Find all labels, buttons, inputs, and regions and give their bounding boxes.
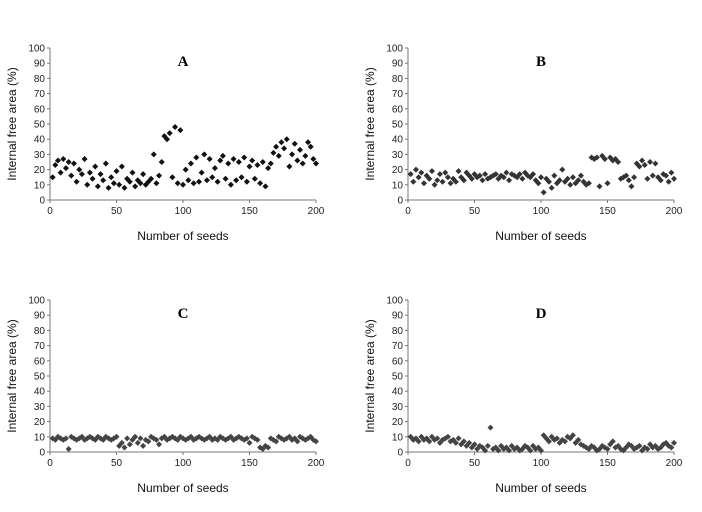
- x-tick-label: 200: [665, 458, 683, 469]
- y-tick-label: 0: [39, 195, 45, 207]
- data-point: [233, 177, 239, 183]
- y-tick-label: 40: [33, 134, 45, 146]
- y-axis-title: Internal free area (%): [5, 319, 19, 433]
- data-point: [671, 176, 677, 182]
- data-point: [413, 167, 419, 173]
- data-point: [281, 145, 287, 151]
- data-point: [66, 446, 72, 452]
- data-point: [628, 183, 634, 189]
- data-point: [108, 174, 114, 180]
- data-point: [408, 171, 414, 177]
- x-tick-label: 200: [307, 458, 325, 469]
- data-point: [631, 174, 637, 180]
- data-point: [559, 167, 565, 173]
- x-tick-label: 0: [405, 458, 411, 469]
- data-point: [175, 180, 181, 186]
- data-point: [650, 173, 656, 179]
- data-point: [597, 183, 603, 189]
- data-point: [100, 177, 106, 183]
- y-tick-label: 90: [391, 58, 403, 70]
- data-point: [79, 171, 85, 177]
- data-point: [239, 174, 245, 180]
- data-point: [217, 157, 223, 163]
- data-point: [159, 159, 165, 165]
- y-tick-label: 90: [391, 310, 403, 322]
- x-tick-label: 0: [47, 458, 53, 469]
- data-point: [639, 157, 645, 163]
- y-tick-label: 0: [39, 447, 45, 459]
- data-point: [308, 144, 314, 150]
- data-point: [106, 185, 112, 191]
- panel-d: [363, 296, 683, 496]
- data-point: [58, 170, 64, 176]
- y-tick-label: 0: [397, 195, 403, 207]
- data-point: [276, 153, 282, 159]
- data-point: [183, 167, 189, 173]
- data-point: [410, 179, 416, 185]
- y-tick-label: 20: [33, 165, 45, 177]
- y-tick-label: 50: [33, 119, 45, 131]
- data-point: [270, 150, 276, 156]
- panel-a: [5, 44, 325, 244]
- data-point: [487, 425, 493, 431]
- data-point: [172, 124, 178, 130]
- data-point: [185, 177, 191, 183]
- y-tick-label: 10: [391, 432, 403, 444]
- y-tick-label: 70: [33, 341, 45, 353]
- data-point: [151, 151, 157, 157]
- x-tick-label: 200: [665, 206, 683, 217]
- data-point: [140, 171, 146, 177]
- y-tick-label: 70: [391, 89, 403, 101]
- x-axis-title: Number of seeds: [495, 229, 587, 243]
- data-point: [55, 157, 61, 163]
- y-tick-label: 90: [33, 310, 45, 322]
- data-point: [169, 174, 175, 180]
- data-point: [644, 176, 650, 182]
- data-point: [249, 157, 255, 163]
- data-point: [286, 164, 292, 170]
- data-point: [538, 174, 544, 180]
- data-point: [247, 164, 253, 170]
- data-point: [84, 182, 90, 188]
- data-point: [268, 161, 274, 167]
- panel-b: [363, 44, 683, 244]
- y-tick-label: 100: [386, 43, 403, 55]
- data-point: [647, 159, 653, 165]
- x-tick-label: 200: [307, 206, 325, 217]
- y-tick-label: 10: [391, 180, 403, 192]
- data-point: [135, 440, 141, 446]
- data-point: [236, 159, 242, 165]
- y-tick-label: 10: [33, 180, 45, 192]
- data-point: [273, 144, 279, 150]
- panel-letter: B: [535, 54, 547, 70]
- y-tick-label: 100: [28, 295, 45, 307]
- data-point: [252, 176, 258, 182]
- data-point: [156, 173, 162, 179]
- x-tick-label: 50: [110, 458, 123, 469]
- data-point: [207, 156, 213, 162]
- y-tick-label: 60: [391, 356, 403, 368]
- y-tick-label: 100: [28, 43, 45, 55]
- x-tick-label: 150: [599, 206, 616, 217]
- data-point: [448, 180, 454, 186]
- x-tick-label: 150: [599, 458, 616, 469]
- y-tick-label: 80: [391, 325, 403, 337]
- data-point: [257, 180, 263, 186]
- data-point: [421, 180, 427, 186]
- x-tick-label: 50: [468, 206, 481, 217]
- data-point: [570, 174, 576, 180]
- y-tick-label: 50: [391, 371, 403, 383]
- data-point: [63, 165, 69, 171]
- data-point: [90, 176, 96, 182]
- data-point: [167, 130, 173, 136]
- data-point: [265, 165, 271, 171]
- data-point: [578, 173, 584, 179]
- data-point: [254, 162, 260, 168]
- data-point: [241, 154, 247, 160]
- x-tick-label: 0: [47, 206, 53, 217]
- data-point: [482, 171, 488, 177]
- data-point: [668, 170, 674, 176]
- y-tick-label: 80: [33, 325, 45, 337]
- y-tick-label: 10: [33, 432, 45, 444]
- data-point: [193, 154, 199, 160]
- data-point: [121, 444, 127, 450]
- data-point: [156, 441, 162, 447]
- data-point: [116, 182, 122, 188]
- data-point: [121, 185, 127, 191]
- data-point: [262, 183, 268, 189]
- data-point: [626, 177, 632, 183]
- data-point: [456, 168, 462, 174]
- data-point: [289, 151, 295, 157]
- y-tick-label: 30: [33, 401, 45, 413]
- data-point: [416, 174, 422, 180]
- data-point: [199, 170, 205, 176]
- data-point: [137, 435, 143, 441]
- panel-c: [5, 296, 325, 496]
- y-axis-title: Internal free area (%): [363, 67, 377, 181]
- data-point: [247, 440, 253, 446]
- data-point: [551, 173, 557, 179]
- data-point: [196, 179, 202, 185]
- data-point: [302, 153, 308, 159]
- x-tick-label: 0: [405, 206, 411, 217]
- y-axis-title: Internal free area (%): [5, 67, 19, 181]
- y-tick-label: 40: [33, 386, 45, 398]
- data-point: [305, 139, 311, 145]
- x-tick-label: 150: [241, 458, 258, 469]
- x-tick-label: 100: [174, 206, 192, 217]
- x-axis-title: Number of seeds: [495, 481, 587, 495]
- data-point: [114, 168, 120, 174]
- x-tick-label: 100: [174, 458, 192, 469]
- data-point: [132, 183, 138, 189]
- data-point: [220, 153, 226, 159]
- data-point: [119, 164, 125, 170]
- data-point: [519, 176, 525, 182]
- y-tick-label: 70: [33, 89, 45, 101]
- data-point: [437, 171, 443, 177]
- data-point: [50, 174, 56, 180]
- data-point: [60, 156, 66, 162]
- data-point: [52, 162, 58, 168]
- y-tick-label: 50: [33, 371, 45, 383]
- data-point: [74, 179, 80, 185]
- x-axis-title: Number of seeds: [137, 481, 229, 495]
- data-point: [292, 141, 298, 147]
- y-tick-label: 50: [391, 119, 403, 131]
- data-point: [95, 183, 101, 189]
- y-tick-label: 80: [391, 73, 403, 85]
- y-tick-label: 40: [391, 134, 403, 146]
- data-point: [313, 161, 319, 167]
- panel-letter: A: [177, 54, 189, 70]
- y-tick-label: 30: [391, 149, 403, 161]
- x-tick-label: 150: [241, 206, 258, 217]
- y-tick-label: 30: [391, 401, 403, 413]
- data-point: [434, 177, 440, 183]
- data-point: [180, 182, 186, 188]
- data-point: [177, 127, 183, 133]
- data-point: [567, 182, 573, 188]
- data-point: [418, 170, 424, 176]
- data-point: [127, 441, 133, 447]
- data-point: [432, 182, 438, 188]
- data-point: [228, 182, 234, 188]
- panel-letter: D: [535, 306, 547, 322]
- data-point: [223, 176, 229, 182]
- y-tick-label: 80: [33, 73, 45, 85]
- data-point: [652, 161, 658, 167]
- data-point: [124, 435, 130, 441]
- data-point: [666, 179, 672, 185]
- y-tick-label: 20: [391, 417, 403, 429]
- data-point: [82, 156, 88, 162]
- x-tick-label: 50: [468, 458, 481, 469]
- data-point: [278, 139, 284, 145]
- y-tick-label: 0: [397, 447, 403, 459]
- data-point: [442, 170, 448, 176]
- x-axis-title: Number of seeds: [137, 229, 229, 243]
- data-point: [541, 189, 547, 195]
- x-tick-label: 100: [532, 458, 550, 469]
- data-point: [671, 440, 677, 446]
- data-point: [66, 159, 72, 165]
- y-tick-label: 60: [391, 104, 403, 116]
- data-point: [191, 180, 197, 186]
- data-point: [479, 177, 485, 183]
- data-point: [225, 161, 231, 167]
- data-point: [92, 164, 98, 170]
- data-point: [642, 162, 648, 168]
- data-point: [98, 171, 104, 177]
- data-point: [153, 180, 159, 186]
- data-point: [140, 443, 146, 449]
- y-tick-label: 60: [33, 356, 45, 368]
- data-point: [209, 174, 215, 180]
- data-point: [506, 177, 512, 183]
- data-point: [129, 170, 135, 176]
- data-point: [76, 167, 82, 173]
- data-point: [294, 157, 300, 163]
- panel-letter: C: [177, 306, 189, 322]
- data-point: [297, 147, 303, 153]
- data-point: [204, 177, 210, 183]
- y-tick-label: 30: [33, 149, 45, 161]
- data-point: [429, 168, 435, 174]
- data-point: [244, 179, 250, 185]
- data-point: [456, 435, 462, 441]
- data-point: [605, 180, 611, 186]
- data-point: [445, 174, 451, 180]
- data-point: [111, 180, 117, 186]
- data-point: [103, 161, 109, 167]
- data-point: [87, 170, 93, 176]
- y-tick-label: 20: [33, 417, 45, 429]
- y-tick-label: 40: [391, 386, 403, 398]
- data-point: [440, 179, 446, 185]
- data-point: [231, 156, 237, 162]
- data-point: [68, 173, 74, 179]
- x-tick-label: 100: [532, 206, 550, 217]
- y-tick-label: 60: [33, 104, 45, 116]
- data-point: [310, 156, 316, 162]
- data-point: [485, 443, 491, 449]
- y-tick-label: 100: [386, 295, 403, 307]
- data-point: [300, 161, 306, 167]
- x-tick-label: 50: [110, 206, 123, 217]
- data-point: [201, 151, 207, 157]
- data-point: [188, 161, 194, 167]
- data-point: [260, 159, 266, 165]
- data-point: [215, 179, 221, 185]
- data-point: [71, 161, 77, 167]
- data-point: [212, 165, 218, 171]
- y-axis-title: Internal free area (%): [363, 319, 377, 433]
- data-point: [503, 170, 509, 176]
- data-point: [549, 185, 555, 191]
- data-point: [284, 136, 290, 142]
- y-tick-label: 70: [391, 341, 403, 353]
- y-tick-label: 90: [33, 58, 45, 70]
- y-tick-label: 20: [391, 165, 403, 177]
